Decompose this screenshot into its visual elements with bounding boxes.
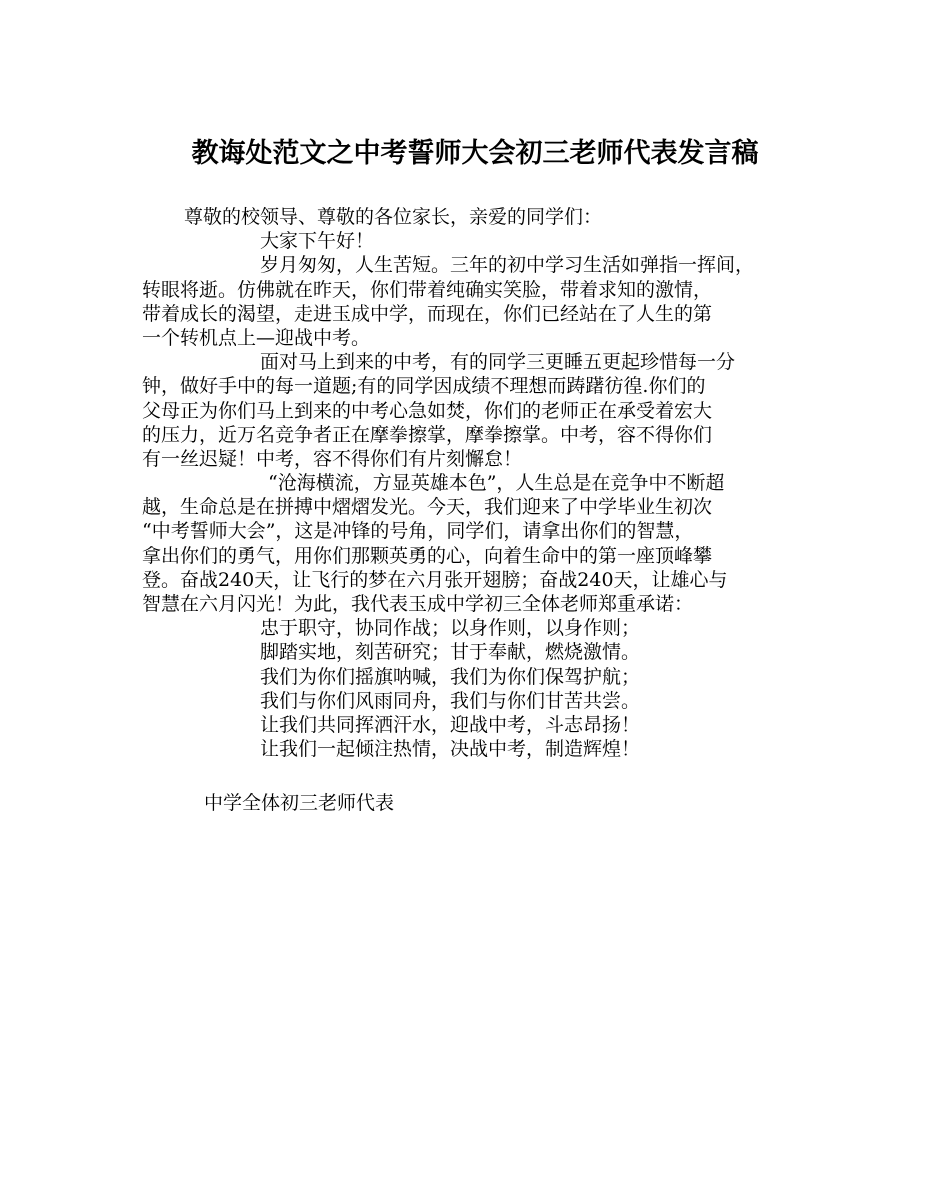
paragraph-line: 转眼将逝。仿佛就在昨天，你们带着纯确实笑脸，带着求知的激情， — [142, 278, 713, 301]
paragraph-line: 一个转机点上—迎战中考。 — [142, 326, 371, 349]
paragraph-line: 钟，做好手中的每一道题;有的同学因成绩不理想而踌躇彷徨.你们的 — [142, 375, 706, 398]
pledge-line: 我们为你们摇旗呐喊，我们为你们保驾护航； — [260, 665, 641, 688]
paragraph-line: 拿出你们的勇气，用你们那颗英勇的心，向着生命中的第一座顶峰攀 — [142, 544, 713, 567]
paragraph-line: 岁月匆匆，人生苦短。三年的初中学习生活如弹指一挥间， — [260, 254, 755, 277]
salutation-line: 尊敬的校领导、尊敬的各位家长，亲爱的同学们： — [184, 206, 603, 228]
pledge-line: 忠于职守，协同作战；以身作则，以身作则； — [260, 617, 641, 640]
paragraph-line: 登。奋战240天，让飞行的梦在六月张开翅膀；奋战240天，让雄心与 — [142, 568, 728, 591]
paragraph-line: “中考誓师大会”，这是冲锋的号角，同学们，请拿出你们的智慧， — [142, 520, 694, 543]
paragraph-line: 智慧在六月闪光！为此，我代表玉成中学初三全体老师郑重承诺： — [142, 593, 694, 615]
paragraph-line: “沧海横流，方显英雄本色”，人生总是在竞争中不断超 — [268, 472, 725, 495]
pledge-line: 脚踏实地，刻苦研究；甘于奉献，燃烧激情。 — [260, 641, 641, 664]
document-body — [142, 205, 810, 816]
greeting-line: 大家下午好！ — [260, 230, 375, 253]
pledge-line: 让我们一起倾注热情，决战中考，制造辉煌！ — [260, 738, 641, 761]
paragraph-line: 的压力，近万名竞争者正在摩拳擦掌，摩拳擦掌。中考，容不得你们 — [142, 423, 713, 446]
signature: 中学全体初三老师代表 — [204, 792, 395, 815]
paragraph-line: 有一丝迟疑！中考，容不得你们有片刻懈怠！ — [142, 447, 523, 470]
spacer — [142, 761, 810, 791]
paragraph-line: 面对马上到来的中考，有的同学三更睡五更起珍惜每一分 — [260, 351, 736, 374]
pledge-line: 我们与你们风雨同舟，我们与你们甘苦共尝。 — [260, 689, 641, 712]
paragraph-line: 越，生命总是在拼搏中熠熠发光。今天，我们迎来了中学毕业生初次 — [142, 496, 713, 519]
pledge-line: 让我们共同挥洒汗水，迎战中考，斗志昂扬！ — [260, 713, 641, 736]
paragraph-line: 父母正为你们马上到来的中考心急如焚，你们的老师正在承受着宏大 — [142, 399, 713, 422]
paragraph-line: 带着成长的渴望，走进玉成中学，而现在，你们已经站在了人生的第 — [142, 302, 713, 325]
document-title: 教诲处范文之中考誓师大会初三老师代表发言稿 — [191, 138, 759, 169]
